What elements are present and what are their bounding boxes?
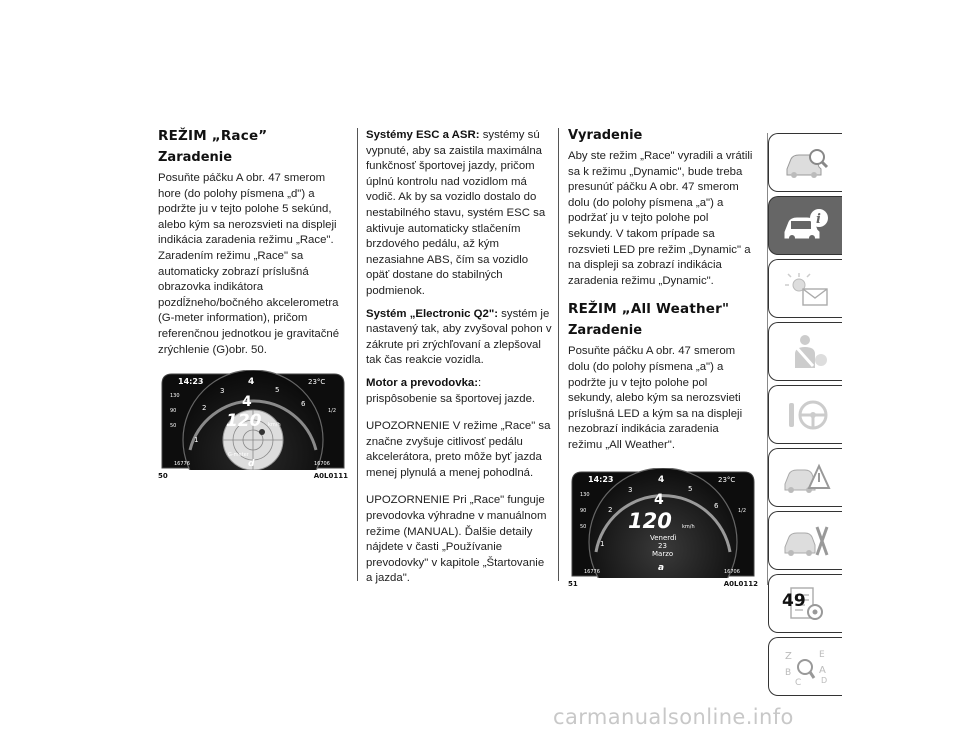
tab-index[interactable] bbox=[768, 637, 842, 696]
car-tools-icon bbox=[781, 521, 831, 561]
gear-indicator: 4 bbox=[242, 394, 252, 411]
car-info-icon bbox=[781, 206, 831, 246]
figure-50-caption bbox=[158, 472, 348, 480]
figure-code: A0L0111 bbox=[313, 472, 348, 481]
column-divider-left bbox=[357, 128, 358, 581]
svg-text:1: 1 bbox=[194, 436, 199, 445]
subtitle-engagement-aw: Zaradenie bbox=[568, 323, 643, 339]
race-engagement-text: Posuňte páčku A obr. 47 smerom hore (do polohy písmena „d") a podržte ju v tejto polohe 5 sekúnd, alebo kým sa nerozsvieti na displeji indikácia zaradenia režimu „Race". Zaradením režimu „Race" sa automaticky zobrazí príslušná obrazovka indikátora pozdĺžneho/bočného akcelerometra (G-meter information), pričom referenčnou jednotkou je gravitačné zrýchlenie (G)obr. 50. bbox=[158, 172, 340, 356]
tab-steering[interactable] bbox=[768, 385, 842, 444]
svg-text:C: C bbox=[794, 677, 801, 687]
car-warning-triangle-icon bbox=[781, 458, 831, 498]
svg-text:1/2: 1/2 bbox=[738, 507, 747, 514]
warning-light-mail-icon bbox=[781, 269, 831, 309]
gear-indicator: 4 bbox=[654, 491, 664, 508]
svg-text:1: 1 bbox=[600, 539, 605, 548]
title-disengage: Vyradenie bbox=[568, 128, 643, 143]
electronic-q2-paragraph: Systém „Electronic Q2": systém je nastavený tak, aby zvyšoval pohon v zákrute pri zrýchľovaní a zlepšoval tak čas reakcie vozidla. bbox=[366, 307, 552, 367]
figure-number: 50 bbox=[158, 472, 168, 481]
watermark: carmanualsonline.info bbox=[553, 705, 794, 729]
date-month: Marzo bbox=[652, 549, 674, 558]
outside-temperature: 23°C bbox=[308, 378, 326, 387]
column-divider-right bbox=[558, 128, 559, 581]
date-number: 23 bbox=[658, 541, 667, 550]
svg-text:5: 5 bbox=[275, 386, 280, 395]
svg-text:D: D bbox=[820, 675, 827, 685]
chapter-tabs bbox=[768, 133, 842, 700]
speed-unit: km/h bbox=[268, 422, 281, 429]
svg-text:90: 90 bbox=[580, 507, 587, 514]
date-day: Venerdì bbox=[650, 533, 677, 542]
car-search-icon bbox=[781, 143, 831, 183]
svg-text:90: 90 bbox=[170, 408, 177, 415]
all-weather-engagement-text: Posuňte páčku A obr. 47 smerom dolu (do polohy písmena „a") a podržte ju v tejto polohe pol sekundy, alebo kým sa nerozsvieti príslušná LED a kým sa na displeji nezobrazí indikácia zaradenia režimu „All Weather". bbox=[568, 345, 743, 451]
page-number: 49 bbox=[782, 591, 806, 611]
svg-text:130: 130 bbox=[580, 491, 590, 498]
column-race-details bbox=[366, 128, 552, 594]
tab-car-search[interactable] bbox=[768, 133, 842, 192]
section-title-race: REŽIM „Race” bbox=[158, 128, 268, 144]
esc-asr-paragraph: Systémy ESC a ASR: systémy sú vypnuté, aby sa zaistila maximálna funkčnosť športovej jazdy, pričom úplnú kontrolu nad vozidlom má vodič. Ak by sa vozidlo dostalo do nestabilného stavu, systém ESC sa aktivuje automaticky stlačením brzdového pedálu, až kým nezasiahne ABS, čím sa vozidlo opäť dostane do stabilných podmienok. bbox=[366, 129, 546, 297]
svg-text:3: 3 bbox=[220, 387, 225, 396]
section-title-all-weather: REŽIM „All Weather" bbox=[568, 301, 730, 318]
gmeter-label: G-meter bbox=[228, 452, 249, 459]
svg-text:3: 3 bbox=[628, 485, 633, 494]
clock-time: 14:23 bbox=[178, 377, 204, 387]
instrument-cluster-gmeter bbox=[158, 370, 348, 470]
odometer-left: 16776 bbox=[584, 568, 600, 575]
instrument-cluster-date bbox=[568, 468, 758, 578]
seatbelt-person-icon bbox=[781, 332, 831, 372]
svg-text:6: 6 bbox=[714, 501, 719, 510]
svg-text:2: 2 bbox=[202, 404, 207, 413]
column-disengage-allweather bbox=[568, 128, 758, 588]
mode-letter: a bbox=[658, 562, 665, 573]
svg-text:Z: Z bbox=[784, 650, 792, 662]
svg-text:50: 50 bbox=[580, 523, 587, 530]
tab-safety[interactable] bbox=[768, 322, 842, 381]
engine-gearbox-paragraph: Motor a prevodovka:: prispôsobenie sa športovej jazde. bbox=[366, 376, 536, 405]
svg-text:1/2: 1/2 bbox=[328, 408, 337, 415]
odometer-right: 16706 bbox=[314, 461, 330, 468]
steering-wheel-icon bbox=[781, 395, 831, 435]
tab-maintenance[interactable] bbox=[768, 511, 842, 570]
svg-text:2: 2 bbox=[608, 505, 613, 514]
svg-text:4: 4 bbox=[658, 474, 665, 485]
tab-warning-lights[interactable] bbox=[768, 259, 842, 318]
svg-text:130: 130 bbox=[170, 393, 180, 400]
svg-text:E: E bbox=[818, 649, 825, 660]
warning-pedal-paragraph: UPOZORNENIE V režime „Race" sa značne zvyšuje citlivosť pedálu akcelerátora, preto môže byť jazda menej plynulá a menej pohodlná. bbox=[366, 420, 551, 479]
clock-time: 14:23 bbox=[588, 474, 614, 484]
speed-unit: km/h bbox=[682, 523, 695, 530]
warning-gearbox-paragraph: UPOZORNENIE Pri „Race" funguje prevodovka výhradne v manuálnom režime (MANUAL). Ďalšie detaily nájdete v časti „Používanie prevodovky" v kapitole „Štartovanie a jazda". bbox=[366, 494, 547, 585]
figure-number: 51 bbox=[568, 579, 578, 588]
tab-emergency[interactable] bbox=[768, 448, 842, 507]
svg-text:i: i bbox=[815, 211, 821, 227]
outside-temperature: 23°C bbox=[718, 475, 736, 484]
disengage-text: Aby ste režim „Race" vyradili a vrátili sa k režimu „Dynamic", bude treba presunúť páčku A obr. 47 smerom dolu (do polohy písmena „a") a podržať ju v tejto polohe pol sekundy. V takom prípade sa rozsvieti LED pre režim „Dynamic" a na displeji sa zobrazí indikácia zaradenia režimu „Dynamic". bbox=[568, 150, 753, 287]
speed-readout: 120 bbox=[226, 411, 262, 432]
svg-text:A: A bbox=[818, 664, 826, 676]
tab-car-info[interactable] bbox=[768, 196, 842, 255]
figure-50 bbox=[158, 370, 348, 480]
svg-text:4: 4 bbox=[248, 377, 255, 388]
odometer-left: 16776 bbox=[174, 461, 190, 468]
alphabet-search-icon bbox=[781, 647, 831, 687]
svg-text:5: 5 bbox=[688, 484, 693, 493]
svg-text:6: 6 bbox=[301, 400, 306, 409]
figure-code: A0L0112 bbox=[723, 579, 758, 588]
svg-text:B: B bbox=[784, 667, 791, 678]
figure-51 bbox=[568, 468, 758, 588]
column-race-mode bbox=[158, 128, 348, 480]
svg-text:50: 50 bbox=[170, 423, 177, 430]
odometer-right: 16706 bbox=[724, 568, 740, 575]
subtitle-engagement: Zaradenie bbox=[158, 150, 233, 165]
speed-readout: 120 bbox=[628, 508, 672, 533]
figure-51-caption bbox=[568, 580, 758, 588]
mode-letter: d bbox=[248, 459, 255, 470]
